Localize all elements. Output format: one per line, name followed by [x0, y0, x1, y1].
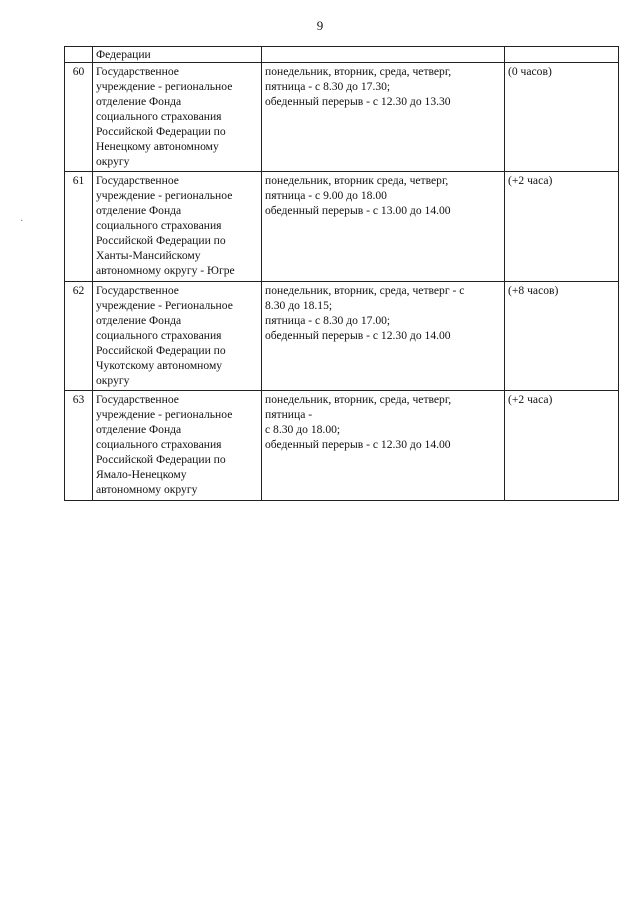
table-row — [65, 391, 619, 501]
cell-office-name — [93, 391, 262, 501]
office-name-line: Государственное — [96, 174, 179, 187]
office-name-line: отделение Фонда — [96, 204, 182, 217]
cell-time-offset: (0 часов) — [505, 63, 619, 172]
cell-working-hours — [262, 391, 505, 501]
cell-time-offset: (+8 часов) — [505, 282, 619, 391]
working-hours-line: обеденный перерыв - с 12.30 до 14.00 — [265, 438, 451, 451]
office-name-line: отделение Фонда — [96, 95, 182, 108]
working-hours-line: 8.30 до 18.15; — [265, 299, 333, 312]
cell-number: 63 — [65, 391, 93, 501]
margin-mark: · — [20, 216, 24, 227]
working-hours-line: с 8.30 до 18.00; — [265, 423, 341, 436]
cell-office-name — [93, 282, 262, 391]
cell-number — [65, 47, 93, 63]
working-hours-line: понедельник, вторник среда, четверг, — [265, 174, 449, 187]
office-name-line: Ненецкому автономному — [96, 140, 219, 153]
office-name-line: социального страхования — [96, 329, 222, 342]
table-row — [65, 172, 619, 282]
office-name-line: Российской Федерации по — [96, 344, 226, 357]
table-row — [65, 282, 619, 391]
office-name-line: учреждение - региональное — [96, 80, 233, 93]
office-name-line: Государственное — [96, 284, 179, 297]
office-name-line: автономному округу — [96, 483, 198, 496]
cell-time-offset: (+2 часа) — [505, 391, 619, 501]
office-name-line: Государственное — [96, 393, 179, 406]
working-hours-line: пятница - с 8.30 до 17.00; — [265, 314, 391, 327]
working-hours-line: обеденный перерыв - с 12.30 до 14.00 — [265, 329, 451, 342]
office-name-line: Ямало-Ненецкому — [96, 468, 187, 481]
office-name-line: социального страхования — [96, 438, 222, 451]
cell-working-hours — [262, 47, 505, 63]
page-number: 9 — [316, 18, 324, 33]
cell-office-name — [93, 63, 262, 172]
cell-office-name — [93, 172, 262, 282]
office-name-line: Государственное — [96, 65, 179, 78]
cell-working-hours — [262, 282, 505, 391]
working-hours-line: понедельник, вторник, среда, четверг - с — [265, 284, 465, 297]
cell-number: 62 — [65, 282, 93, 391]
fss-offices-schedule-table — [64, 46, 619, 501]
office-name-line: округу — [96, 155, 130, 168]
office-name-line: Российской Федерации по — [96, 234, 226, 247]
office-name-line: отделение Фонда — [96, 314, 182, 327]
office-name-line: социального страхования — [96, 110, 222, 123]
office-name-line: Чукотскому автономному — [96, 359, 223, 372]
cell-number: 60 — [65, 63, 93, 172]
cell-office-name: Федерации — [93, 47, 262, 63]
cell-working-hours — [262, 172, 505, 282]
cell-working-hours — [262, 63, 505, 172]
office-name-line: отделение Фонда — [96, 423, 182, 436]
working-hours-line: обеденный перерыв - с 13.00 до 14.00 — [265, 204, 451, 217]
working-hours-line: понедельник, вторник, среда, четверг, — [265, 393, 452, 406]
office-name-line: учреждение - региональное — [96, 408, 233, 421]
office-name-line: учреждение - региональное — [96, 189, 233, 202]
office-name-line: автономному округу - Югре — [96, 264, 235, 277]
working-hours-line: пятница - — [265, 408, 313, 421]
working-hours-line: пятница - с 8.30 до 17.30; — [265, 80, 391, 93]
office-name-line: округу — [96, 374, 130, 387]
office-name-line: учреждение - Региональное — [96, 299, 233, 312]
cell-time-offset: (+2 часа) — [505, 172, 619, 282]
working-hours-line: понедельник, вторник, среда, четверг, — [265, 65, 452, 78]
table-body — [65, 47, 619, 501]
office-name-line: Российской Федерации по — [96, 125, 226, 138]
office-name-line: Ханты-Мансийскому — [96, 249, 201, 262]
office-name-line: Российской Федерации по — [96, 453, 226, 466]
cell-number: 61 — [65, 172, 93, 282]
working-hours-line: обеденный перерыв - с 12.30 до 13.30 — [265, 95, 451, 108]
table-row — [65, 63, 619, 172]
cell-time-offset — [505, 47, 619, 63]
table-row-continuation — [65, 47, 619, 63]
office-name-line: социального страхования — [96, 219, 222, 232]
working-hours-line: пятница - с 9.00 до 18.00 — [265, 189, 387, 202]
